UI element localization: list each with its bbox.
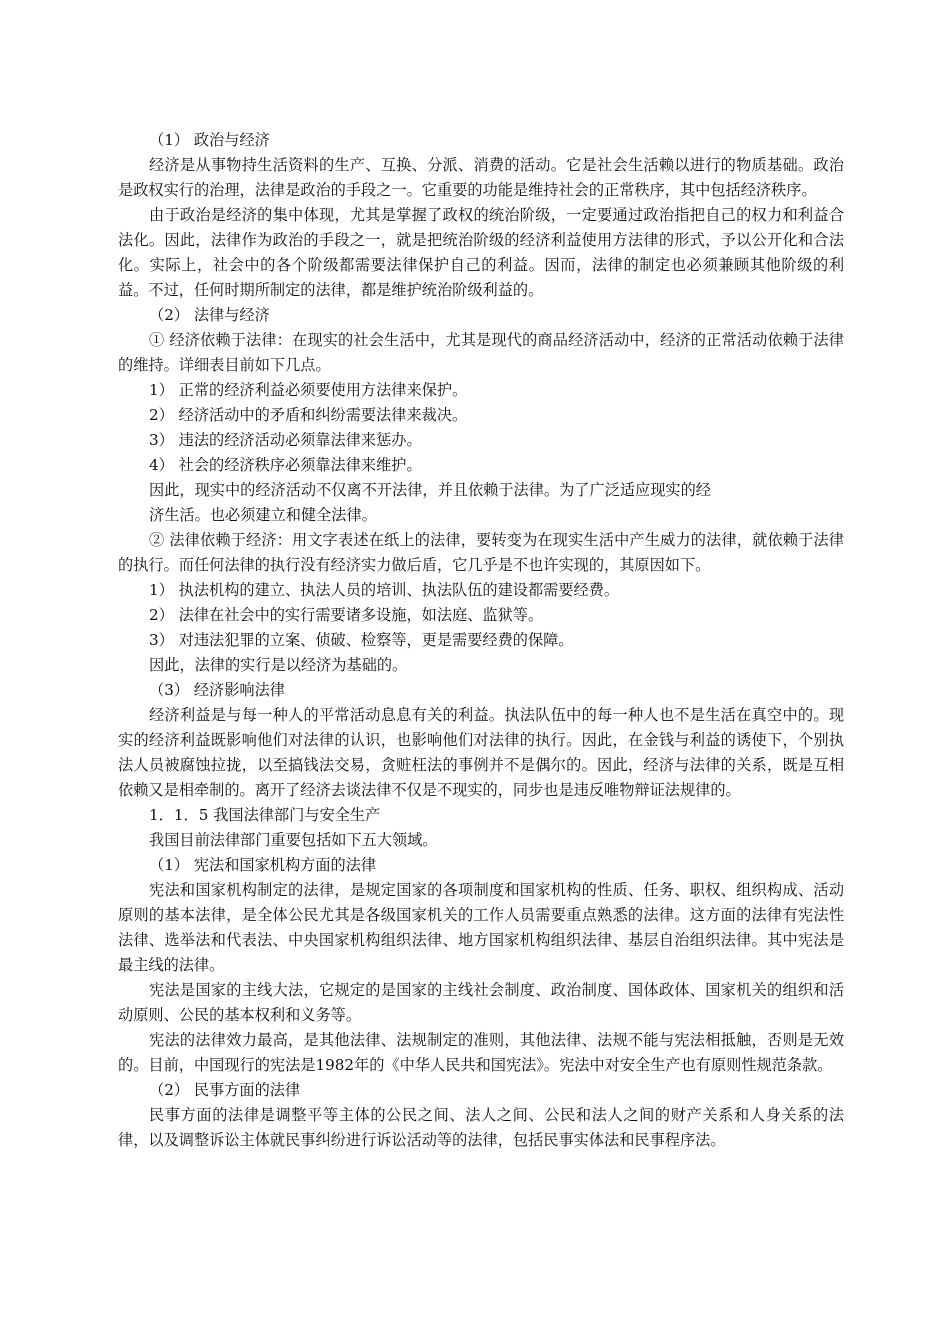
paragraph: 宪法是国家的主线大法，它规定的是国家的主线社会制度、政治制度、国体政体、国家机关的组织和活动原则、公民的基本权利和义务等。 — [118, 981, 844, 1024]
list-item: 3） 对违法犯罪的立案、侦破、检察等，更是需要经费的保障。 — [149, 631, 574, 649]
section-heading-economy-affects-law: （3） 经济影响法律 — [149, 681, 285, 699]
list-item: 1） 正常的经济利益必须要使用方法律来保护。 — [149, 381, 468, 399]
paragraph: 因此，法律的实行是以经济为基础的。 — [149, 656, 408, 674]
section-heading-1-1-5: 1．1．5 我国法律部门与安全生产 — [149, 806, 381, 824]
section-heading-politics-economy: （1） 政治与经济 — [149, 131, 270, 149]
list-item: 4） 社会的经济秩序必须靠法律来维护。 — [149, 456, 422, 474]
paragraph: 民事方面的法律是调整平等主体的公民之间、法人之间、公民和法人之间的财产关系和人身关系的法律，以及调整诉讼主体就民事纠纷进行诉讼活动等的法律，包括民事实体法和民事程序法。 — [118, 1106, 844, 1149]
paragraph: 由于政治是经济的集中体现，尤其是掌握了政权的统治阶级，一定要通过政治指把自己的权力和利益合法化。因此，法律作为政治的手段之一，就是把统治阶级的经济利益使用方法律的形式，予以公开化和合法化。实际上，社会中的各个阶级都需要法律保护自己的利益。因而，法律的制定也必须兼顾其他阶级的利益。不过，任何时期所制定的法律，都是维护统治阶级利益的。 — [118, 206, 844, 299]
section-heading-constitution: （1） 宪法和国家机构方面的法律 — [149, 856, 377, 874]
list-item: 2） 法律在社会中的实行需要诸多设施，如法庭、监狱等。 — [149, 606, 544, 624]
list-item: 3） 违法的经济活动必须靠法律来惩办。 — [149, 431, 422, 449]
section-heading-law-economy: （2） 法律与经济 — [149, 306, 270, 324]
paragraph: 经济利益是与每一种人的平常活动息息有关的利益。执法队伍中的每一种人也不是生活在真空中的。现实的经济利益既影响他们对法律的认识，也影响他们对法律的执行。因此，在金钱与利益的诱使下，个别执法人员被腐蚀拉拢，以至搞钱法交易，贪赃枉法的事例并不是偶尔的。因此，经济与法律的关系，既是互相依赖又是相牵制的。离开了经济去谈法律不仅是不现实的，同步也是违反唯物辩证法规律的。 — [118, 706, 844, 799]
paragraph: 经济是从事物持生活资料的生产、互换、分派、消费的活动。它是社会生活赖以进行的物质基础。政治是政权实行的治理，法律是政治的手段之一。它重要的功能是维持社会的正常秩序，其中包括经济秩序。 — [118, 156, 844, 199]
paragraph: ② 法律依赖于经济：用文字表述在纸上的法律，要转变为在现实生活中产生威力的法律，就依赖于法律的执行。而任何法律的执行没有经济实力做后盾，它几乎是不也许实现的，其原因如下。 — [118, 531, 844, 574]
list-item: 2） 经济活动中的矛盾和纠纷需要法律来裁决。 — [149, 406, 468, 424]
paragraph: ① 经济依赖于法律：在现实的社会生活中，尤其是现代的商品经济活动中，经济的正常活动依赖于法律的维持。详细表目前如下几点。 — [118, 331, 844, 374]
document-page — [118, 128, 844, 1153]
paragraph: 宪法和国家机构制定的法律，是规定国家的各项制度和国家机构的性质、任务、职权、组织构成、活动原则的基本法律，是全体公民尤其是各级国家机关的工作人员需要重点熟悉的法律。这方面的法律有宪法性法律、选举法和代表法、中央国家机构组织法律、地方国家机构组织法律、基层自治组织法律。其中宪法是最主线的法律。 — [118, 881, 844, 974]
paragraph: 宪法的法律效力最高，是其他法律、法规制定的准则，其他法律、法规不能与宪法相抵触，否则是无效的。目前，中国现行的宪法是1982年的《中华人民共和国宪法》。宪法中对安全生产也有原则性规范条款。 — [118, 1031, 844, 1074]
paragraph-line: 济生活。也必须建立和健全法律。 — [149, 506, 377, 524]
paragraph-line: 因此，现实中的经济活动不仅离不开法律，并且依赖于法律。为了广泛适应现实的经 — [149, 481, 711, 499]
paragraph: 我国目前法律部门重要包括如下五大领域。 — [149, 831, 438, 849]
section-heading-civil-law: （2） 民事方面的法律 — [149, 1081, 301, 1099]
list-item: 1） 执法机构的建立、执法人员的培训、执法队伍的建设都需要经费。 — [149, 581, 620, 599]
